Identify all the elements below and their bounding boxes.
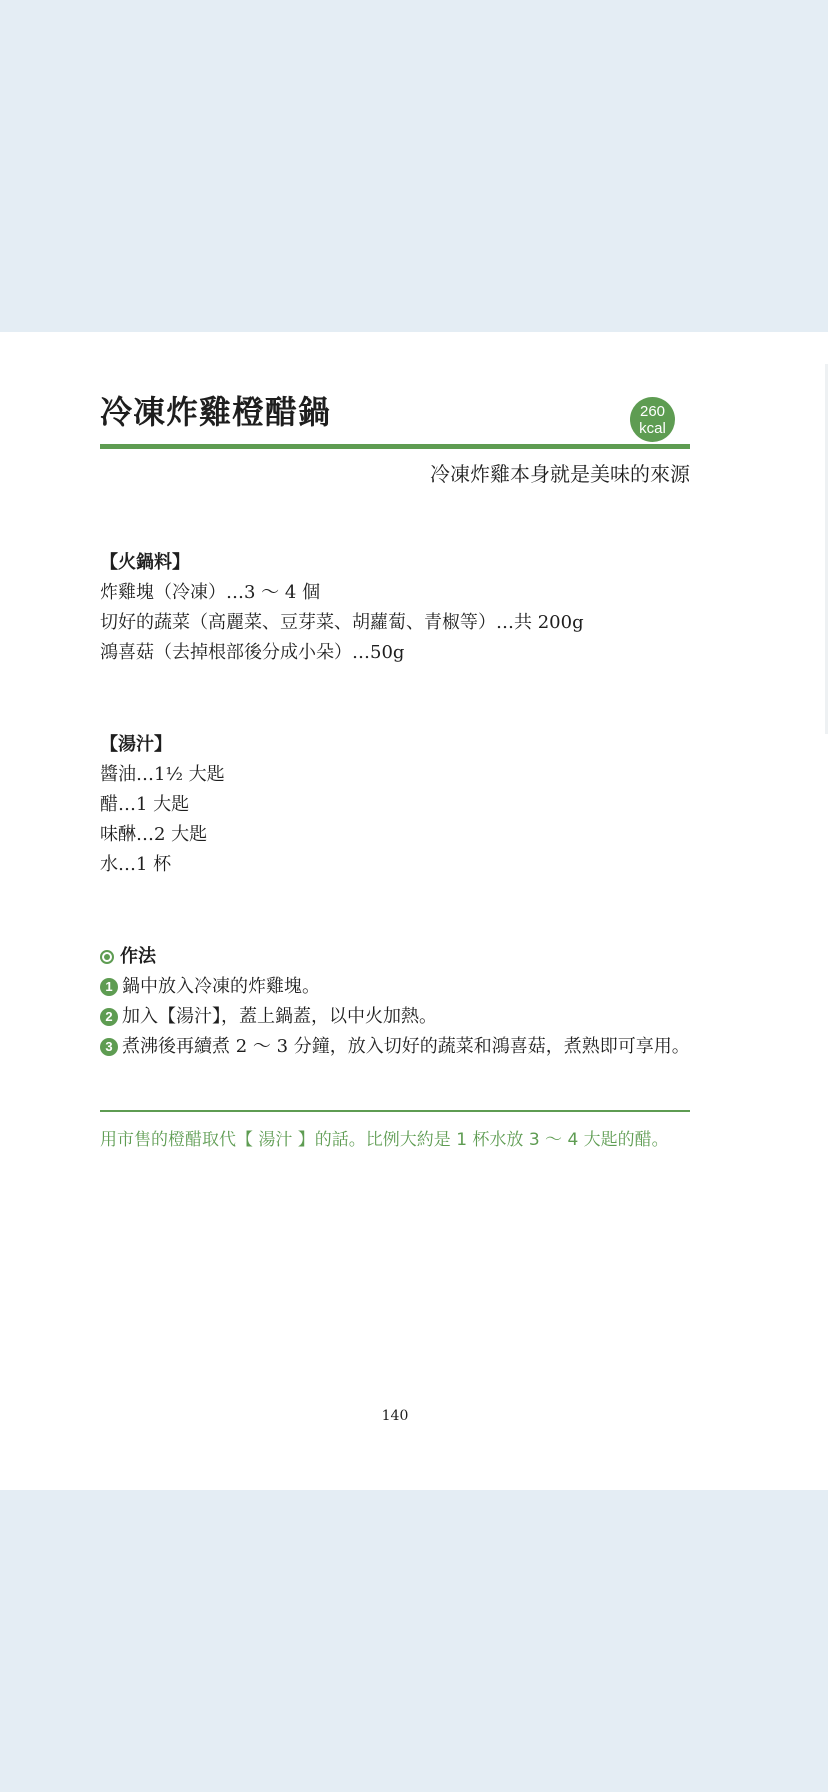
soup-heading: 【湯汁】 [100, 734, 172, 755]
step-number-icon: 2 [100, 1008, 118, 1026]
tip-text: 用市售的橙醋取代【 湯汁 】的話。比例大約是 1 杯水放 3 ～ 4 大匙的醋。 [100, 1130, 669, 1150]
ingredients-section [100, 548, 584, 668]
method-step [100, 1002, 690, 1032]
method-heading: 作法 [120, 946, 156, 967]
ingredient-item: 炸雞塊（冷凍）…3 ～ 4 個 [100, 582, 321, 603]
soup-item: 味醂…2 大匙 [100, 824, 208, 845]
soup-item: 水…1 杯 [100, 854, 172, 875]
kcal-value: 260 [639, 402, 666, 420]
ingredient-item: 鴻喜菇（去掉根部後分成小朵）…50g [100, 642, 405, 663]
step-text: 鍋中放入冷凍的炸雞塊。 [122, 976, 320, 997]
method-section [100, 942, 690, 1062]
step-text: 煮沸後再續煮 2 ～ 3 分鐘，放入切好的蔬菜和鴻喜菇，煮熟即可享用。 [122, 1036, 690, 1057]
ingredient-item: 切好的蔬菜（高麗菜、豆芽菜、胡蘿蔔、青椒等）…共 200g [100, 612, 584, 633]
kcal-unit: kcal [639, 419, 666, 437]
kcal-badge [630, 397, 675, 442]
method-step [100, 972, 690, 1002]
soup-item: 醋…1 大匙 [100, 794, 190, 815]
book-page [0, 332, 828, 1490]
step-number-icon: 1 [100, 978, 118, 996]
soup-item: 醬油…1½ 大匙 [100, 764, 225, 785]
tip-divider [100, 1110, 690, 1112]
recipe-subtitle: 冷凍炸雞本身就是美味的來源 [430, 462, 690, 486]
bullet-icon [100, 950, 114, 964]
recipe-title: 冷凍炸雞橙醋鍋 [100, 393, 332, 431]
method-heading-row [100, 942, 690, 972]
method-step [100, 1032, 690, 1062]
page-number: 140 [381, 1408, 409, 1424]
step-number-icon: 3 [100, 1038, 118, 1056]
ingredients-heading: 【火鍋料】 [100, 552, 190, 573]
soup-section [100, 730, 225, 880]
title-divider [100, 444, 690, 449]
step-text: 加入【湯汁】，蓋上鍋蓋，以中火加熱。 [122, 1006, 437, 1027]
